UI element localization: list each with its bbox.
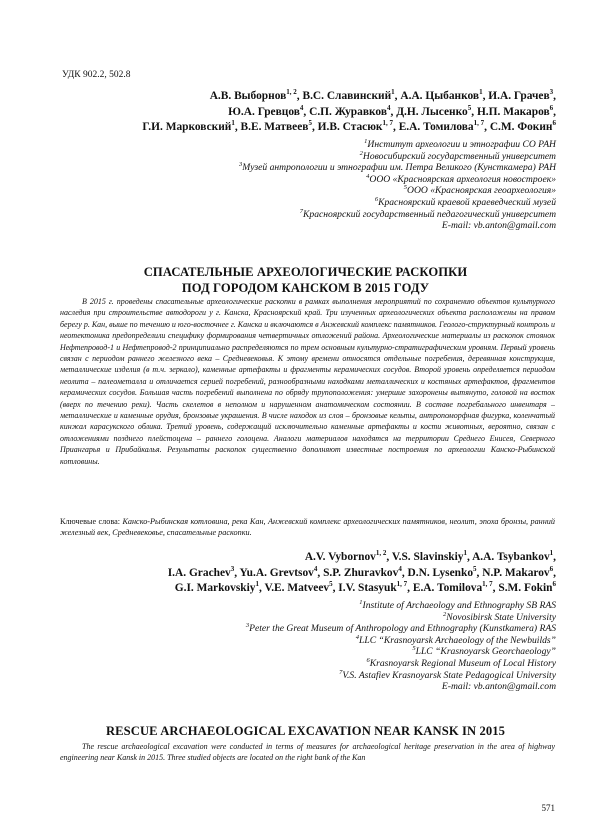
author-affiliation-mark: 1, 2: [286, 88, 297, 97]
affiliation-text: Красноярский краевой краеведческий музей: [378, 196, 556, 208]
affiliation-text: V.S. Astafiev Krasnoyarsk State Pedagogical University: [342, 669, 556, 681]
affiliation: [120, 600, 556, 612]
affiliation-text: Krasnoyarsk Regional Museum of Local History: [369, 657, 556, 669]
authors-en: [60, 550, 556, 597]
author-name: И.В. Стасюк: [317, 121, 383, 133]
author-affiliation-mark: 1, 7: [382, 119, 393, 128]
author-separator: ,: [484, 121, 490, 133]
affiliation: [120, 151, 556, 163]
author-affiliation-mark: 5: [308, 119, 312, 128]
affiliation-number: 3: [239, 161, 243, 168]
author-name: S.P. Zhuravkov: [323, 566, 399, 579]
affiliation: [120, 174, 556, 186]
affiliation-text: E-mail: vb.anton@gmail.com: [441, 220, 556, 232]
author-name: D.N. Lysenko: [407, 566, 474, 579]
author-name: И.А. Грачев: [488, 90, 550, 102]
affiliation-number: 7: [299, 207, 304, 215]
author-separator: ,: [467, 551, 473, 563]
affiliation-text: E-mail: vb.anton@gmail.com: [441, 681, 556, 693]
authors-en-line: [60, 581, 556, 597]
author-affiliation-mark: 4: [313, 564, 318, 573]
affiliation: [120, 646, 556, 658]
author-affiliation-mark: 5: [473, 564, 477, 573]
author-separator: ,: [471, 105, 477, 118]
author-separator: ,: [553, 90, 556, 102]
affiliation-number: 7: [339, 668, 343, 676]
affiliation-text: Peter the Great Museum of Anthropology and Ethnography (Kunstkamera) RAS: [249, 623, 556, 635]
author-separator: ,: [553, 566, 556, 579]
author-name: Д.Н. Лысенко: [396, 105, 468, 118]
affiliation: [120, 612, 556, 624]
affiliations-ru: [120, 139, 556, 232]
author-affiliation-mark: 1: [391, 88, 395, 97]
affiliation: [120, 162, 556, 174]
author-name: С.М. Фокин: [489, 121, 553, 133]
author-name: Н.П. Макаров: [476, 105, 550, 118]
author-name: G.I. Markovskiy: [174, 582, 256, 594]
author-name: А.А. Цыбанков: [400, 90, 480, 102]
affiliation: [120, 623, 556, 635]
abstract-en: The rescue archaeological excavation were conducted in terms of measures for archaeological heritage preservation in the area of highway engineering near Kansk in 2015. Three studied objects are located on the right bank of the Kan: [60, 742, 555, 763]
contact-email: [120, 681, 556, 693]
udk-code: УДК 902.2, 502.8: [62, 70, 131, 80]
author-affiliation-mark: 6: [552, 580, 556, 589]
contact-email: [120, 220, 556, 232]
affiliation-number: 2: [359, 149, 363, 157]
affiliation-text: Красноярский государственный педагогический университет: [303, 208, 556, 220]
author-separator: ,: [234, 566, 240, 579]
author-name: А.В. Выборнов: [209, 90, 287, 102]
author-affiliation-mark: 1: [549, 549, 554, 558]
affiliation-text: ООО «Красноярская археология новостроек»: [369, 173, 556, 185]
author-name: Ю.А. Гревцов: [228, 105, 300, 118]
affiliation-number: 6: [366, 656, 370, 664]
author-name: S.M. Fokin: [498, 582, 553, 594]
author-separator: ,: [311, 121, 318, 133]
author-separator: ,: [296, 90, 303, 102]
page-number: 571: [541, 803, 555, 813]
affiliation: [120, 658, 556, 670]
keywords-ru: [60, 516, 555, 539]
affiliation-text: Novosibirsk State University: [446, 611, 556, 623]
author-affiliation-mark: 1, 7: [396, 580, 408, 589]
author-separator: ,: [258, 582, 265, 594]
author-separator: ,: [386, 551, 392, 563]
author-name: V.S. Slavinskiy: [391, 551, 464, 563]
keywords-ru-text: Канско-Рыбинская котловина, река Кан, Анжевский комплекс археологических памятников, неолит, эпоха бронзы, ранний железный век, Средневековье, спасательные раскопки.: [60, 517, 555, 538]
affiliation: [120, 185, 556, 197]
title-en: RESCUE ARCHAEOLOGICAL EXCAVATION NEAR KANSK IN 2015: [105, 724, 506, 738]
author-separator: ,: [476, 566, 483, 579]
author-name: V.E. Matveev: [264, 582, 330, 594]
author-affiliation-mark: 1: [255, 580, 259, 589]
author-affiliation-mark: 1: [479, 88, 483, 97]
affiliation-number: 2: [442, 610, 447, 618]
author-affiliation-mark: 1, 7: [482, 580, 493, 589]
author-separator: ,: [394, 90, 401, 102]
affiliation-text: Институт археологии и этнографии СО РАН: [367, 139, 556, 150]
affiliation-number: 5: [412, 645, 416, 653]
author-separator: ,: [393, 121, 399, 133]
affiliation-number: 3: [245, 622, 250, 629]
author-affiliation-mark: 4: [386, 103, 391, 112]
keywords-ru-label: Ключевые слова:: [60, 517, 123, 526]
author-name: A.V. Vybornov: [304, 551, 376, 563]
author-name: A.A. Tsybankov: [472, 551, 550, 563]
affiliation-text: Institute of Archaeology and Ethnography SB RAS: [362, 600, 556, 611]
author-separator: ,: [390, 105, 397, 118]
affiliation-text: Музей антропологии и этнографии им. Петра Великого (Кунсткамера) РАН: [242, 162, 556, 174]
author-affiliation-mark: 6: [549, 103, 554, 112]
author-affiliation-mark: 3: [549, 88, 554, 97]
author-affiliation-mark: 1, 2: [375, 549, 387, 558]
affiliation-number: 5: [403, 184, 408, 192]
author-affiliation-mark: 1: [463, 549, 467, 558]
affiliations-en: [120, 600, 556, 693]
authors-ru-line: [60, 89, 556, 105]
author-affiliation-mark: 5: [329, 580, 333, 589]
author-name: I.A. Grachev: [167, 566, 231, 579]
author-name: В.С. Славинский: [302, 90, 392, 102]
authors-ru-line: [60, 105, 556, 121]
author-name: Yu.A. Grevtsov: [239, 566, 314, 579]
author-separator: ,: [492, 582, 499, 594]
author-affiliation-mark: 1: [231, 119, 235, 128]
author-name: E.A. Tomilova: [412, 582, 483, 594]
affiliation-number: 1: [359, 598, 363, 606]
author-name: В.Е. Матвеев: [240, 121, 309, 133]
author-affiliation-mark: 4: [299, 103, 304, 112]
affiliation: [120, 209, 556, 221]
affiliation: [120, 197, 556, 209]
authors-ru-line: [60, 120, 556, 136]
author-separator: ,: [234, 121, 241, 133]
affiliation-text: LLC “Krasnoyarsk Archaeology of the Newbuilds”: [359, 634, 556, 646]
author-name: N.P. Makarov: [482, 566, 550, 579]
affiliation-number: 6: [374, 195, 379, 203]
title-ru-line-1: СПАСАТЕЛЬНЫЕ АРХЕОЛОГИЧЕСКИЕ РАСКОПКИ: [143, 265, 468, 279]
author-affiliation-mark: 3: [230, 564, 235, 573]
affiliation-text: Новосибирский государственный университет: [362, 150, 556, 162]
author-separator: ,: [553, 105, 556, 118]
author-separator: ,: [401, 566, 408, 579]
author-separator: ,: [482, 90, 489, 102]
author-affiliation-mark: 4: [398, 564, 402, 573]
author-affiliation-mark: 6: [552, 119, 556, 128]
author-affiliation-mark: 6: [549, 564, 554, 573]
affiliation: [120, 635, 556, 647]
author-affiliation-mark: 5: [467, 103, 472, 112]
author-name: Е.А. Томилова: [398, 121, 474, 133]
authors-ru: [60, 89, 556, 136]
affiliation: [120, 670, 556, 682]
authors-en-line: [60, 566, 556, 582]
author-separator: ,: [332, 582, 339, 594]
affiliation: [120, 139, 556, 151]
affiliation-text: LLC “Krasnoyarsk Georchaeology”: [415, 646, 556, 658]
author-affiliation-mark: 1, 7: [473, 119, 485, 128]
title-ru: [40, 264, 571, 296]
author-name: I.V. Stasyuk: [338, 582, 397, 594]
author-name: С.П. Журавков: [309, 105, 387, 118]
author-separator: ,: [407, 582, 413, 594]
affiliation-number: 4: [366, 172, 370, 180]
title-ru-line-2: ПОД ГОРОДОМ КАНСКОМ В 2015 ГОДУ: [181, 281, 430, 295]
abstract-ru: В 2015 г. проведены спасательные археологические раскопки в рамках выполнения мероприятий по сохранению объектов культурного наследия при строительстве автодороги у г. Канска, Красноярский край. Три изученных археологических объекта расположены на правом берегу р. Кан, выше по течению и юго-восточнее г. Канска и включаются в Анжевский комплекс памятников. Геолого-структурный контроль и неотектоника предопределили специфику формирования четвертичных отложений района. Археологические материалы из раскопок стоянок Нефтепровод-1 и Нефтепровод-2 принципиально распределяются по трем основным культурно-стратиграфическим уровням. Первый уровень связан с периодом раннего железного века – Средневековья. К этому времени относятся отдельные погребения, деревянная конструкция, металлические изделия (в т.ч. зеркало), каменные артефакты и фрагменты керамических сосудов. Второй уровень определяется периодом неолита – палеометалла и отличается серией погребений, разнообразными находками металлических и костяных артефактов, фрагментов керамических сосудов. Большая часть погребений выполнена по обряду трупоположения: умершие захоронены вытянуто, головой на восток (вверх по течению реки). Часть скелетов в неполном и нарушенном анатомическом состоянии. В составе погребального инвентаря – металлические и каменные орудия, бронзовые украшения. В числе находок из слоя – бронзовые кельты, антропоморфная фигурка, коленчатый кинжал карасукского облика. Третий уровень, содержащий исключительно каменные артефакты и кости животных, вероятно, связан с отложениями позднего плейстоцена – раннего голоцена. Аналоги материалов находятся на территории Среднего Енисея, Северного Приангарья и Прибайкалья. Результаты раскопок существенно дополняют известные построения по археологии Канско-Рыбинской котловины.: [60, 297, 555, 466]
author-name: Г.И. Марковский: [142, 121, 232, 133]
affiliation-number: 1: [364, 137, 368, 145]
authors-en-line: [60, 550, 556, 566]
affiliation-text: ООО «Красноярская геоархеология»: [407, 185, 556, 197]
author-separator: ,: [317, 566, 324, 579]
affiliation-number: 4: [355, 633, 360, 641]
author-separator: ,: [303, 105, 310, 118]
author-separator: ,: [553, 551, 556, 563]
